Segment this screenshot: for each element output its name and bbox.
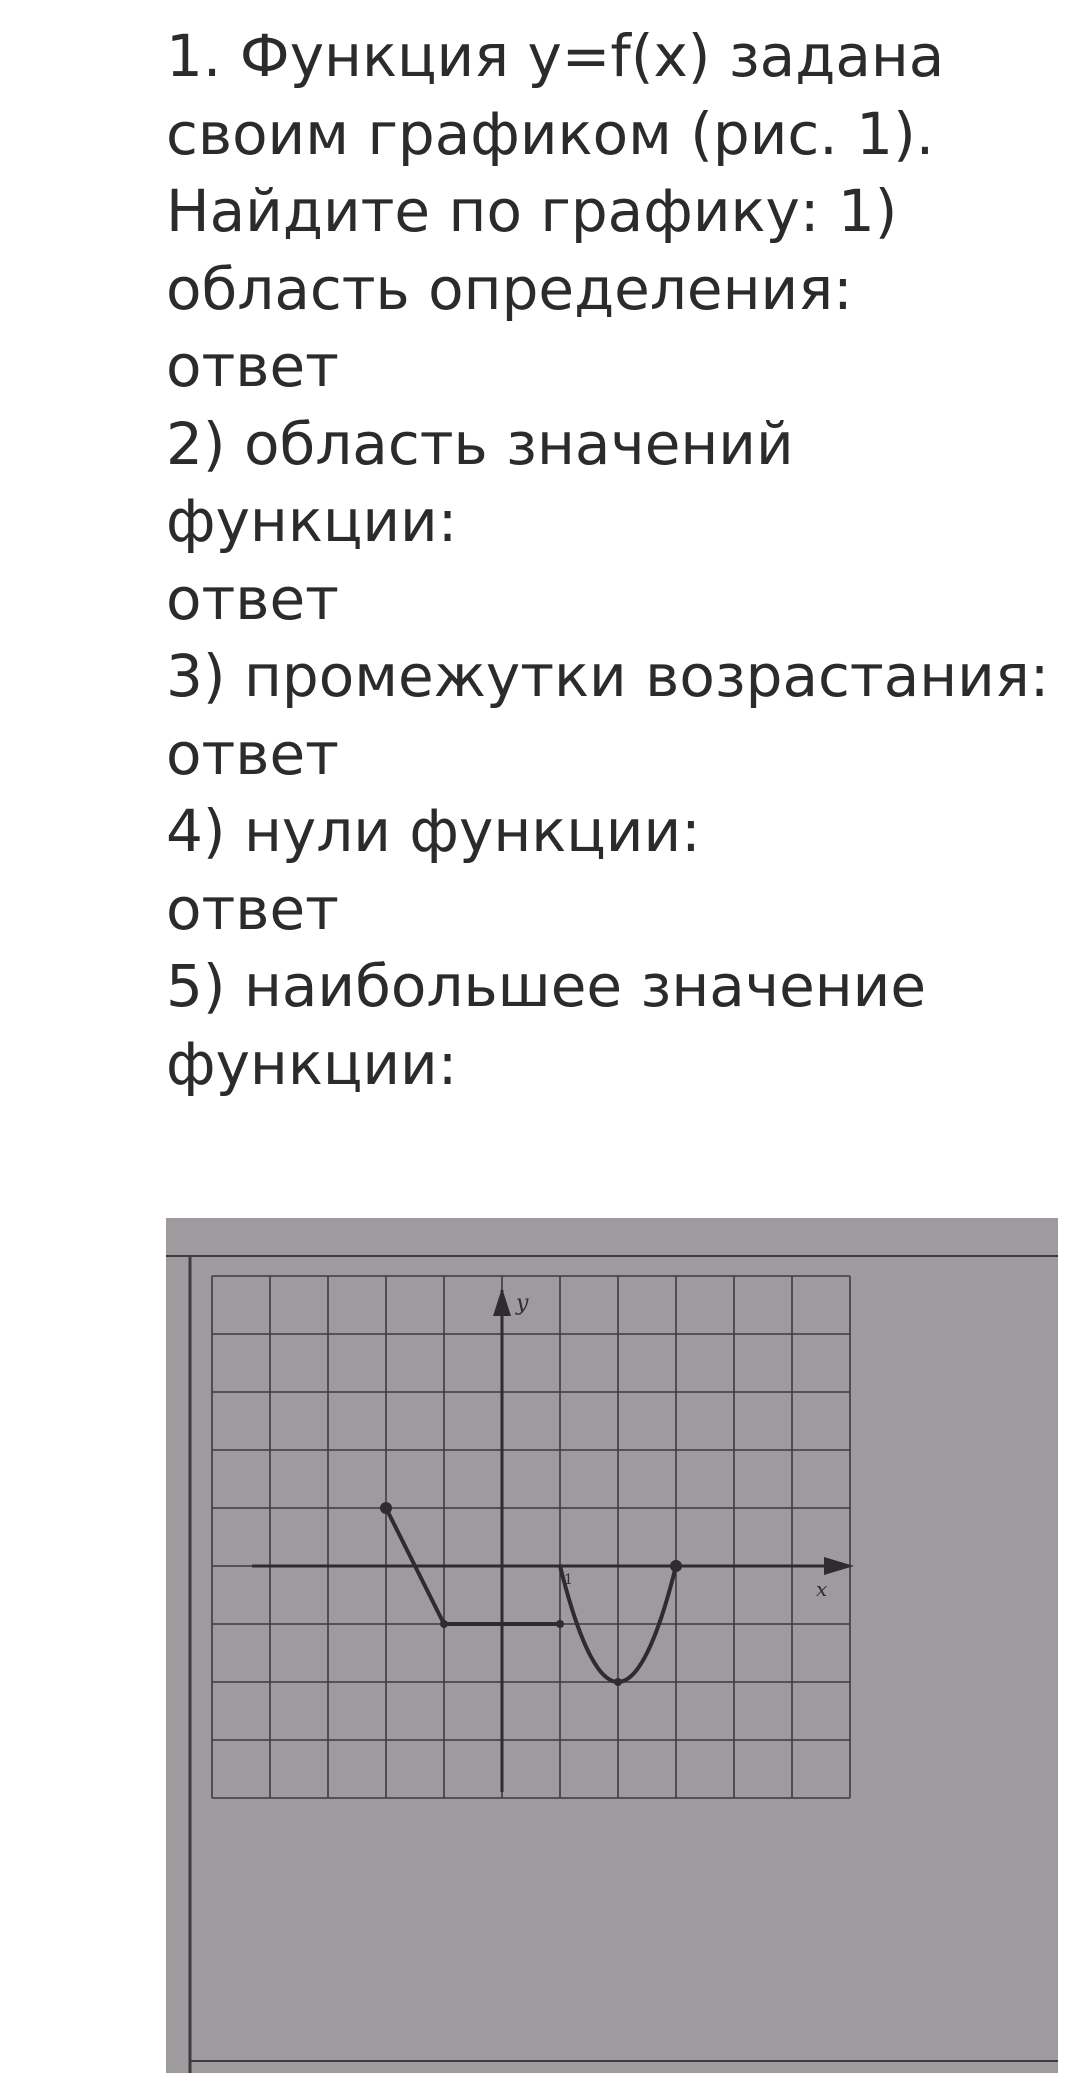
y-axis-label: y [516, 1291, 529, 1316]
task-line-6: 2) область значений [166, 409, 794, 478]
task-text [166, 18, 1066, 1103]
curve-point [440, 1620, 448, 1628]
task-line-9: 3) промежутки возрастания: [166, 642, 1050, 710]
endpoint-marker [670, 1560, 682, 1572]
unit-tick-label: 1 [564, 1572, 573, 1588]
answer-label-2: ответ [166, 564, 339, 633]
graph-photo [166, 1218, 1058, 2073]
endpoint-marker [380, 1502, 392, 1514]
task-line-3: Найдите по графику: 1) [166, 177, 898, 245]
task-line-7: функции: [166, 487, 458, 555]
task-line-13: 5) наибольшее значение [166, 952, 927, 1020]
x-axis-label: x [816, 1577, 828, 1601]
curve-point [614, 1678, 622, 1686]
y-axis-arrow-icon [493, 1288, 511, 1316]
answer-label-1: ответ [166, 332, 339, 400]
task-line-2: своим графиком (рис. 1). [166, 99, 935, 168]
grid [212, 1276, 850, 1798]
function-graph [166, 1218, 1058, 2073]
task-line-11: 4) нули функции: [166, 797, 701, 865]
answer-label-4: ответ [166, 874, 339, 943]
answer-label-3: ответ [166, 719, 339, 788]
function-curve [380, 1502, 682, 1686]
curve-point [556, 1620, 564, 1628]
task-line-1: 1. Функция y=f(x) задана [166, 22, 945, 90]
task-line-4: область определения: [166, 254, 853, 323]
task-line-14: функции: [166, 1029, 458, 1098]
